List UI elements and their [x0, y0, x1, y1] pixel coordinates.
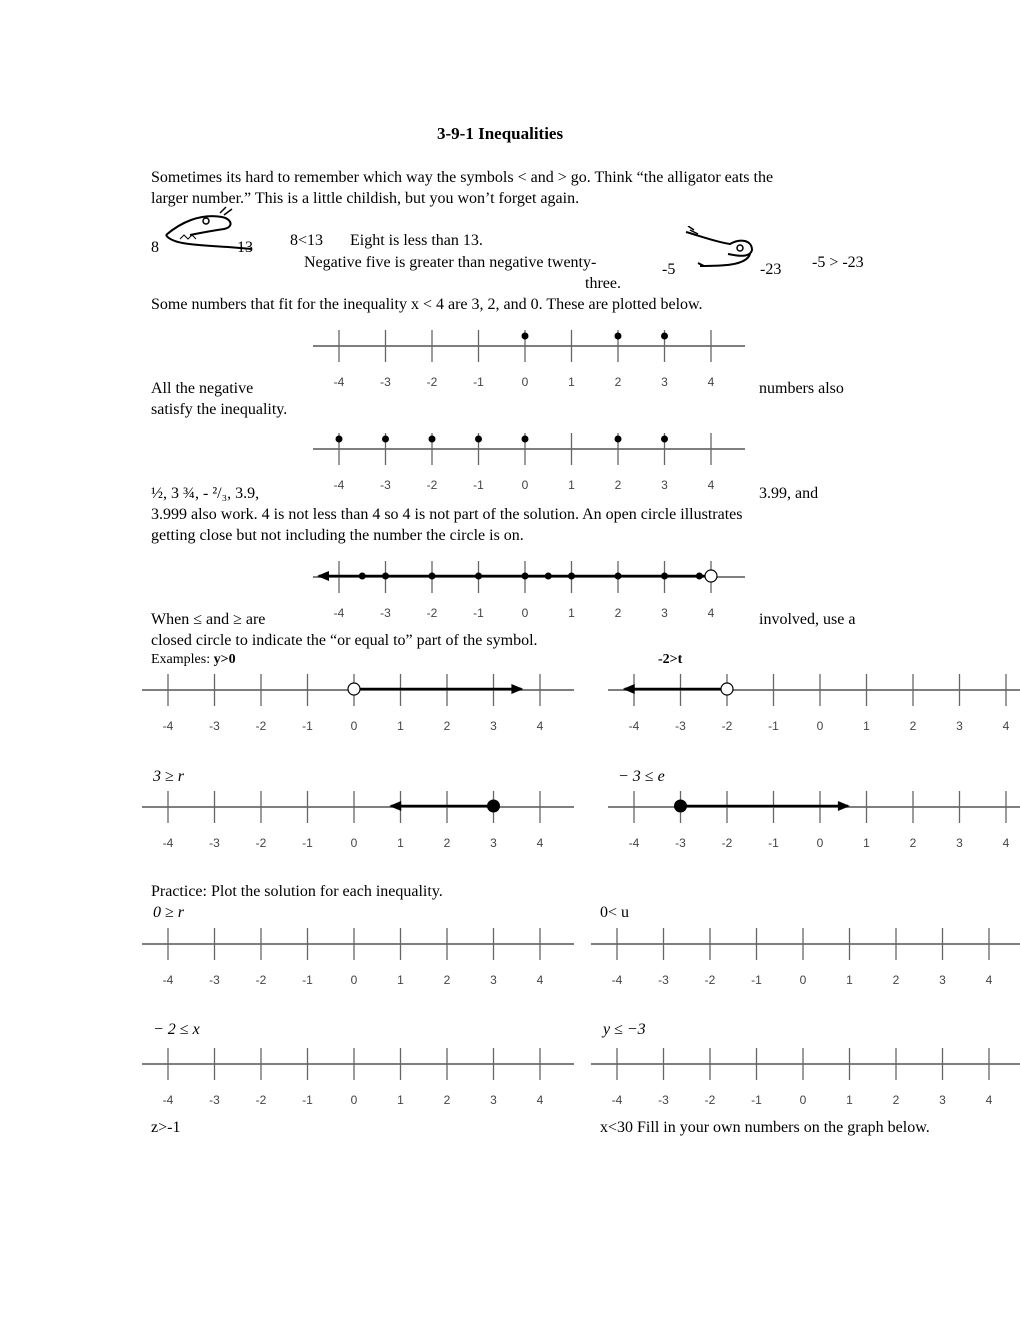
plotted-point	[615, 333, 622, 340]
number-line-tick-label: -1	[751, 973, 762, 987]
number-line-tick-label: 2	[443, 973, 451, 987]
number-line-tick-label: 2	[892, 973, 900, 987]
number-line-tick-label: 2	[909, 836, 917, 850]
number-line-tick-label: -2	[255, 973, 267, 987]
number-line-tick-label: 0	[350, 973, 358, 987]
example1-right-number: 13	[237, 239, 253, 256]
practice-3-inequality: − 2 ≤ x	[153, 1021, 200, 1038]
paragraph-3-line-2: 3.999 also work. 4 is not less than 4 so 4 is not part of the solution. An open circle illustrates	[151, 506, 743, 523]
plotted-point	[661, 333, 668, 340]
number-line-tick-label: 4	[536, 1093, 544, 1107]
number-line-tick-label: 3	[661, 606, 668, 620]
number-line-tick-label: 3	[490, 973, 497, 987]
paragraph-3-line-3: getting close but not including the number the circle is on.	[151, 527, 524, 544]
number-line-tick-label: -1	[751, 1093, 762, 1107]
number-line-tick-label: -4	[611, 1093, 623, 1107]
number-line-tick-label: -2	[721, 836, 733, 850]
number-line-tick-label: 0	[350, 836, 358, 850]
plotted-point	[696, 573, 703, 580]
intro-line-2: larger number.” This is a little childish, but you won’t forget again.	[151, 190, 580, 207]
plotted-point	[336, 436, 343, 443]
plotted-point	[382, 573, 389, 580]
number-line-ex-r-svg	[142, 781, 574, 859]
number-line-tick-label: 1	[846, 1093, 853, 1107]
example-e-inequality: − 3 ≤ e	[618, 768, 665, 785]
number-line-tick-label: -1	[302, 973, 313, 987]
number-line-tick-label: 4	[536, 836, 544, 850]
number-line-tick-label: -4	[333, 606, 345, 620]
number-line-tick-label: -2	[426, 478, 438, 492]
number-line-tick-label: 4	[1002, 719, 1010, 733]
number-line-tick-label: -4	[162, 836, 174, 850]
number-line-tick-label: -2	[704, 973, 716, 987]
number-line-practice-2[interactable]	[591, 918, 1020, 996]
number-line-tick-label: 0	[521, 478, 529, 492]
number-line-tick-label: 0	[521, 606, 529, 620]
number-line-tick-label: 2	[443, 1093, 451, 1107]
page-title: 3-9-1 Inequalities	[437, 124, 564, 143]
number-line-tick-label: 0	[799, 973, 807, 987]
number-line-tick-label: -2	[255, 1093, 267, 1107]
number-line-tick-label: -4	[162, 1093, 174, 1107]
example2-words-line-2: three.	[585, 275, 621, 292]
practice-1-inequality: 0 ≥ r	[153, 904, 185, 921]
number-line-practice-4[interactable]	[591, 1038, 1020, 1116]
example1-left-number: 8	[151, 239, 159, 256]
number-line-tick-label: -1	[302, 1093, 313, 1107]
example1-statement: 8<13	[290, 232, 324, 249]
number-line-tick-label: 1	[863, 836, 870, 850]
plotted-point	[429, 436, 436, 443]
intro-line-1: Sometimes its hard to remember which way the symbols < and > go. Think “the alligator eats the	[151, 169, 774, 186]
number-line-tick-label: 3	[956, 836, 963, 850]
plotted-point	[522, 436, 529, 443]
number-line-example-e	[608, 781, 1020, 859]
plotted-point	[615, 436, 622, 443]
paragraph-3-left: ½, 3 ¾, - ²/₃, 3.9,	[151, 485, 260, 502]
paragraph-3-right: 3.99, and	[759, 485, 819, 502]
paragraph-1: Some numbers that fit for the inequality x < 4 are 3, 2, and 0. These are plotted below.	[151, 296, 703, 313]
number-line-tick-label: 4	[985, 973, 993, 987]
number-line-tick-label: 4	[707, 478, 715, 492]
number-line-tick-label: 1	[397, 1093, 404, 1107]
number-line-tick-label: -4	[628, 836, 640, 850]
practice-title: Practice: Plot the solution for each inequality.	[151, 883, 443, 900]
number-line-tick-label: 1	[397, 719, 404, 733]
number-line-tick-label: -3	[209, 836, 220, 850]
number-line-p1-svg[interactable]	[142, 918, 574, 996]
number-line-negative-points	[313, 423, 745, 501]
practice-4-inequality: y ≤ −3	[603, 1021, 646, 1038]
paragraph-4-left: When ≤ and ≥ are	[151, 611, 266, 628]
number-line-tick-label: -4	[611, 973, 623, 987]
paragraph-2-line-2: satisfy the inequality.	[151, 401, 288, 418]
closed-circle	[674, 800, 687, 813]
number-line-tick-label: 4	[536, 719, 544, 733]
number-line-tick-label: -1	[768, 836, 779, 850]
paragraph-2-left: All the negative	[151, 380, 254, 397]
plotted-point	[382, 436, 389, 443]
number-line-tick-label: 1	[568, 478, 575, 492]
number-line-tick-label: -1	[302, 836, 313, 850]
number-line-tick-label: -4	[162, 973, 174, 987]
number-line-tick-label: -3	[380, 606, 391, 620]
example-t-inequality: -2>t	[658, 652, 683, 667]
number-line-tick-label: -2	[255, 719, 267, 733]
number-line-tick-label: 3	[490, 1093, 497, 1107]
number-line-example-t	[608, 664, 1020, 742]
open-circle	[721, 683, 733, 695]
plotted-point	[429, 573, 436, 580]
number-line-tick-label: -2	[426, 375, 438, 389]
number-line-tick-label: -2	[704, 1093, 716, 1107]
number-line-practice-1[interactable]	[142, 918, 574, 996]
number-line-p4-svg[interactable]	[591, 1038, 1020, 1116]
number-line-tick-label: 3	[661, 478, 668, 492]
solution-arrowhead	[623, 684, 635, 694]
number-line-tick-label: 4	[707, 606, 715, 620]
number-line-tick-label: 1	[397, 973, 404, 987]
number-line-tick-label: -4	[333, 478, 345, 492]
plotted-point	[475, 436, 482, 443]
number-line-3-svg	[313, 551, 745, 629]
plotted-point	[661, 436, 668, 443]
number-line-tick-label: -3	[658, 973, 669, 987]
plotted-point	[359, 573, 366, 580]
alligator-open-left-icon	[680, 226, 760, 272]
example2-words-line-1: Negative five is greater than negative twenty-	[304, 254, 597, 271]
solution-arrowhead	[511, 684, 523, 694]
plotted-point	[522, 333, 529, 340]
number-line-example-r	[142, 781, 574, 859]
number-line-ex-e-svg	[608, 781, 1020, 859]
number-line-tick-label: 0	[350, 1093, 358, 1107]
number-line-tick-label: -3	[209, 1093, 220, 1107]
example1-words: Eight is less than 13.	[350, 232, 483, 249]
number-line-tick-label: -3	[658, 1093, 669, 1107]
number-line-tick-label: 0	[521, 375, 529, 389]
number-line-example-y	[142, 664, 574, 742]
practice-2-inequality: 0< u	[600, 904, 630, 921]
number-line-tick-label: 0	[350, 719, 358, 733]
number-line-tick-label: 0	[816, 836, 824, 850]
number-line-tick-label: -3	[380, 478, 391, 492]
number-line-tick-label: -4	[628, 719, 640, 733]
number-line-tick-label: -2	[426, 606, 438, 620]
number-line-tick-label: -4	[162, 719, 174, 733]
number-line-open-circle	[313, 551, 745, 629]
number-line-tick-label: 2	[443, 836, 451, 850]
number-line-tick-label: -3	[209, 973, 220, 987]
number-line-tick-label: 4	[1002, 836, 1010, 850]
plotted-point	[568, 573, 575, 580]
open-circle	[705, 570, 717, 582]
number-line-tick-label: -2	[721, 719, 733, 733]
number-line-tick-label: -1	[473, 375, 484, 389]
example2-left-number: -5	[662, 261, 676, 278]
number-line-tick-label: 0	[816, 719, 824, 733]
number-line-ex-t-svg	[608, 664, 1020, 742]
practice-5-inequality: z>-1	[151, 1119, 181, 1136]
number-line-tick-label: 2	[614, 478, 622, 492]
number-line-tick-label: 3	[956, 719, 963, 733]
number-line-practice-3[interactable]	[142, 1038, 574, 1116]
example2-right-number: -23	[760, 261, 782, 278]
number-line-tick-label: -2	[255, 836, 267, 850]
number-line-tick-label: 4	[536, 973, 544, 987]
number-line-tick-label: -3	[380, 375, 391, 389]
number-line-tick-label: -1	[768, 719, 779, 733]
plotted-point	[661, 573, 668, 580]
number-line-tick-label: 4	[985, 1093, 993, 1107]
paragraph-4-line-2: closed circle to indicate the “or equal to” part of the symbol.	[151, 632, 538, 649]
plotted-point	[522, 573, 529, 580]
number-line-tick-label: -3	[675, 836, 686, 850]
examples-label-text: Examples:	[151, 652, 211, 667]
example2-statement: -5 > -23	[812, 254, 864, 271]
solution-arrowhead	[389, 801, 401, 811]
number-line-1-svg	[313, 320, 745, 398]
plotted-point	[475, 573, 482, 580]
number-line-tick-label: 1	[568, 375, 575, 389]
number-line-tick-label: 2	[614, 606, 622, 620]
number-line-tick-label: 3	[939, 973, 946, 987]
plotted-point	[545, 573, 552, 580]
number-line-tick-label: 2	[614, 375, 622, 389]
number-line-tick-label: 0	[799, 1093, 807, 1107]
number-line-tick-label: -1	[473, 606, 484, 620]
number-line-tick-label: -3	[209, 719, 220, 733]
number-line-tick-label: 4	[707, 375, 715, 389]
plotted-point	[615, 573, 622, 580]
number-line-tick-label: 2	[892, 1093, 900, 1107]
number-line-p3-svg[interactable]	[142, 1038, 574, 1116]
example-r-inequality: 3 ≥ r	[153, 768, 185, 785]
number-line-tick-label: 3	[661, 375, 668, 389]
paragraph-2-right: numbers also	[759, 380, 844, 397]
solution-arrowhead	[838, 801, 850, 811]
number-line-tick-label: -1	[473, 478, 484, 492]
number-line-tick-label: 1	[568, 606, 575, 620]
number-line-p2-svg[interactable]	[591, 918, 1020, 996]
number-line-tick-label: -4	[333, 375, 345, 389]
number-line-tick-label: -1	[302, 719, 313, 733]
number-line-tick-label: -3	[675, 719, 686, 733]
paragraph-4-right: involved, use a	[759, 611, 856, 628]
closed-circle	[487, 800, 500, 813]
open-circle	[348, 683, 360, 695]
practice-6-inequality: x<30 Fill in your own numbers on the graph below.	[600, 1119, 930, 1136]
number-line-plotted-points	[313, 320, 745, 398]
number-line-tick-label: 2	[443, 719, 451, 733]
number-line-tick-label: 2	[909, 719, 917, 733]
solution-arrowhead	[317, 571, 329, 581]
number-line-tick-label: 3	[490, 836, 497, 850]
number-line-tick-label: 1	[846, 973, 853, 987]
number-line-tick-label: 1	[397, 836, 404, 850]
number-line-tick-label: 1	[863, 719, 870, 733]
number-line-ex-y-svg	[142, 664, 574, 742]
example-y-inequality: y>0	[213, 652, 236, 667]
number-line-tick-label: 3	[939, 1093, 946, 1107]
number-line-tick-label: 3	[490, 719, 497, 733]
number-line-2-svg	[313, 423, 745, 501]
